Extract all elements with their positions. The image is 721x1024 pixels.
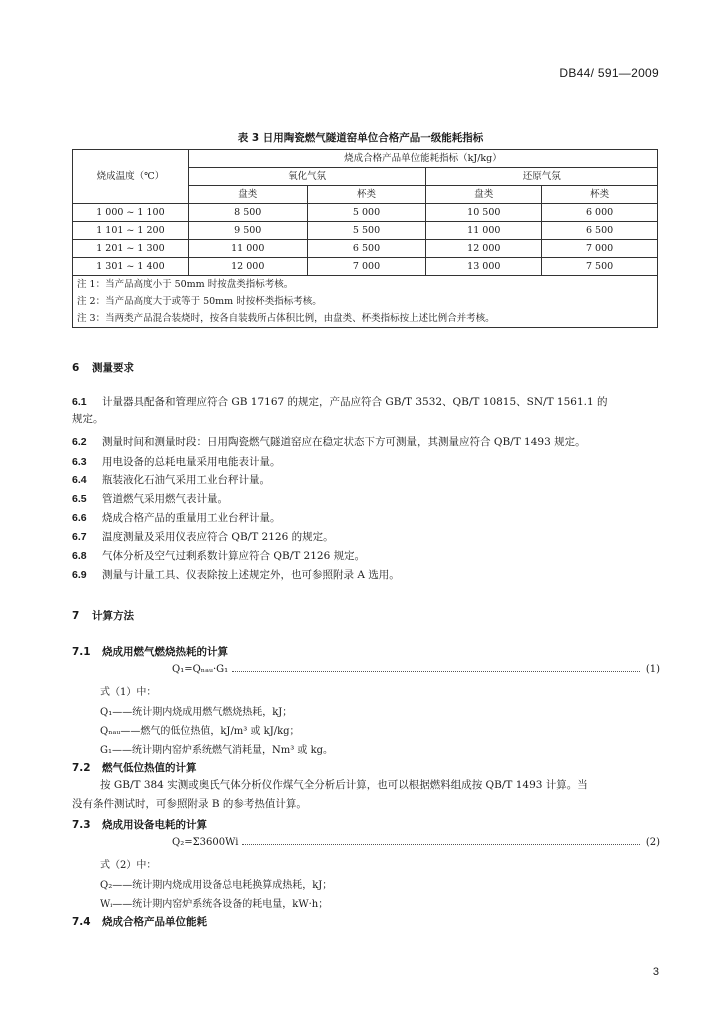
section-number: 7 xyxy=(72,610,80,622)
clause-6-2 xyxy=(72,434,662,451)
clause-number: 6.3 xyxy=(72,456,87,468)
table-cell: 10 500 xyxy=(426,204,542,222)
energy-index-table xyxy=(72,149,658,328)
table-cell: 1 301 ~ 1 400 xyxy=(73,258,189,276)
clause-number: 6.8 xyxy=(72,550,87,562)
equation-number: (2) xyxy=(645,837,660,848)
clause-text-cont: 规定。 xyxy=(72,413,104,425)
clause-number: 6.5 xyxy=(72,493,87,505)
table-row xyxy=(73,258,658,276)
clause-number: 6.1 xyxy=(72,396,87,408)
clause-number: 7.1 xyxy=(72,646,91,658)
formula-2 xyxy=(172,837,660,848)
clause-number: 6.9 xyxy=(72,569,87,581)
clause-title: 烧成用燃气燃烧热耗的计算 xyxy=(102,646,228,658)
clause-text: 用电设备的总耗电量采用电能表计量。 xyxy=(102,456,281,468)
page-number: 3 xyxy=(652,966,659,978)
leader-dots xyxy=(242,844,639,845)
clause-6-6 xyxy=(72,510,662,527)
clause-7-2-body xyxy=(100,777,660,794)
clause-number: 6.4 xyxy=(72,474,87,486)
sub-header: 盘类 xyxy=(426,186,542,204)
formula-where: 式（1）中： xyxy=(100,687,157,698)
table-cell: 12 000 xyxy=(426,240,542,258)
table-cell: 11 000 xyxy=(426,222,542,240)
row-header-temperature: 烧成温度（℃） xyxy=(73,150,189,204)
table-cell: 5 500 xyxy=(307,222,426,240)
clause-7-2-heading xyxy=(72,760,197,775)
clause-number: 7.3 xyxy=(72,819,91,831)
variable-definition: Q₂——统计期内烧成用设备总电耗换算成热耗，kJ； xyxy=(100,880,333,891)
clause-title: 烧成合格产品单位能耗 xyxy=(102,916,207,928)
variable-definition: Wᵢ——统计期内窑炉系统各设备的耗电量，kW·h； xyxy=(100,899,329,910)
table-cell: 1 201 ~ 1 300 xyxy=(73,240,189,258)
table-cell: 7 000 xyxy=(307,258,426,276)
table-cell: 6 500 xyxy=(542,222,658,240)
equation-number: (1) xyxy=(645,664,660,675)
table-cell: 6 000 xyxy=(542,204,658,222)
clause-text: 烧成合格产品的重量用工业台秤计量。 xyxy=(102,512,281,524)
body-line: 没有条件测试时，可参照附录 B 的参考热值计算。 xyxy=(72,798,307,810)
table-cell: 13 000 xyxy=(426,258,542,276)
body-line: 按 GB/T 384 实测或奥氏气体分析仪作煤气全分析后计算，也可以根据燃料组成按 QB/T 1493 计算。当 xyxy=(100,779,588,791)
variable-definition: Q₁——统计期内烧成用燃气燃烧热耗，kJ； xyxy=(100,707,293,718)
section-number: 6 xyxy=(72,362,80,374)
clause-6-1 xyxy=(72,394,662,428)
clause-6-5 xyxy=(72,491,662,508)
clause-6-9 xyxy=(72,567,662,584)
variable-definition: G₁——统计期内窑炉系统燃气消耗量，Nm³ 或 kg。 xyxy=(100,745,334,756)
clause-number: 6.2 xyxy=(72,436,87,448)
atmosphere-reducing: 还原气氛 xyxy=(426,168,658,186)
table-note: 注 2：当产品高度大于或等于 50mm 时按杯类指标考核。 xyxy=(73,293,658,310)
clause-text: 气体分析及空气过剩系数计算应符合 QB/T 2126 规定。 xyxy=(102,550,366,562)
table-cell: 7 000 xyxy=(542,240,658,258)
section-title: 测量要求 xyxy=(92,362,134,374)
table-cell: 8 500 xyxy=(188,204,307,222)
clause-text: 瓶装液化石油气采用工业台秤计量。 xyxy=(102,474,270,486)
table-cell: 11 000 xyxy=(188,240,307,258)
table-note: 注 3：当两类产品混合装烧时，按各自装载所占体积比例，由盘类、杯类指标按上述比例合并考核。 xyxy=(73,310,658,328)
clause-6-8 xyxy=(72,548,662,565)
table-cell: 12 000 xyxy=(188,258,307,276)
table-cell: 1 101 ~ 1 200 xyxy=(73,222,189,240)
clause-text: 测量与计量工具、仪表除按上述规定外，也可参照附录 A 选用。 xyxy=(102,569,400,581)
sub-header: 盘类 xyxy=(188,186,307,204)
section-title: 计算方法 xyxy=(92,610,134,622)
table-row xyxy=(73,222,658,240)
clause-6-4 xyxy=(72,472,662,489)
leader-dots xyxy=(232,671,640,672)
clause-7-4-heading xyxy=(72,914,207,929)
clause-6-7 xyxy=(72,529,662,546)
section-6-heading xyxy=(72,360,134,375)
clause-7-2-body-cont xyxy=(72,796,662,813)
clause-7-3-heading xyxy=(72,817,207,832)
clause-number: 6.7 xyxy=(72,531,87,543)
sub-header: 杯类 xyxy=(307,186,426,204)
table-row xyxy=(73,204,658,222)
table-note: 注 1：当产品高度小于 50mm 时按盘类指标考核。 xyxy=(73,276,658,294)
clause-text: 温度测量及采用仪表应符合 QB/T 2126 的规定。 xyxy=(102,531,334,543)
table-cell: 1 000 ~ 1 100 xyxy=(73,204,189,222)
clause-number: 6.6 xyxy=(72,512,87,524)
table-cell: 5 000 xyxy=(307,204,426,222)
formula-expression: Q₂=Σ3600Wi xyxy=(172,837,239,848)
clause-number: 7.4 xyxy=(72,916,91,928)
clause-title: 燃气低位热值的计算 xyxy=(102,762,197,774)
sub-header: 杯类 xyxy=(542,186,658,204)
clause-6-3 xyxy=(72,454,662,471)
formula-expression: Q₁=Qₙₐᵤ·G₁ xyxy=(172,664,229,675)
atmosphere-oxidizing: 氧化气氛 xyxy=(188,168,426,186)
table-cell: 6 500 xyxy=(307,240,426,258)
clause-text: 管道燃气采用燃气表计量。 xyxy=(102,493,228,505)
table-cell: 9 500 xyxy=(188,222,307,240)
formula-where: 式（2）中： xyxy=(100,860,157,871)
group-header: 烧成合格产品单位能耗指标（kJ/kg） xyxy=(188,150,657,168)
table-caption: 表 3 日用陶瓷燃气隧道窑单位合格产品一级能耗指标 xyxy=(237,132,484,144)
table-row xyxy=(73,240,658,258)
variable-definition: Qₙₐᵤ——燃气的低位热值，kJ/m³ 或 kJ/kg； xyxy=(100,726,300,737)
clause-title: 烧成用设备电耗的计算 xyxy=(102,819,207,831)
section-7-heading xyxy=(72,608,134,623)
clause-7-1-heading xyxy=(72,644,228,659)
table-cell: 7 500 xyxy=(542,258,658,276)
clause-number: 7.2 xyxy=(72,762,91,774)
doc-code: DB44/ 591—2009 xyxy=(559,66,659,80)
clause-text: 计量器具配备和管理应符合 GB 17167 的规定，产品应符合 GB/T 3532、QB/T 10815、SN/T 1561.1 的 xyxy=(102,396,608,408)
formula-1 xyxy=(172,664,660,675)
clause-text: 测量时间和测量时段：日用陶瓷燃气隧道窑应在稳定状态下方可测量，其测量应符合 QB/T 1493 规定。 xyxy=(102,436,586,448)
